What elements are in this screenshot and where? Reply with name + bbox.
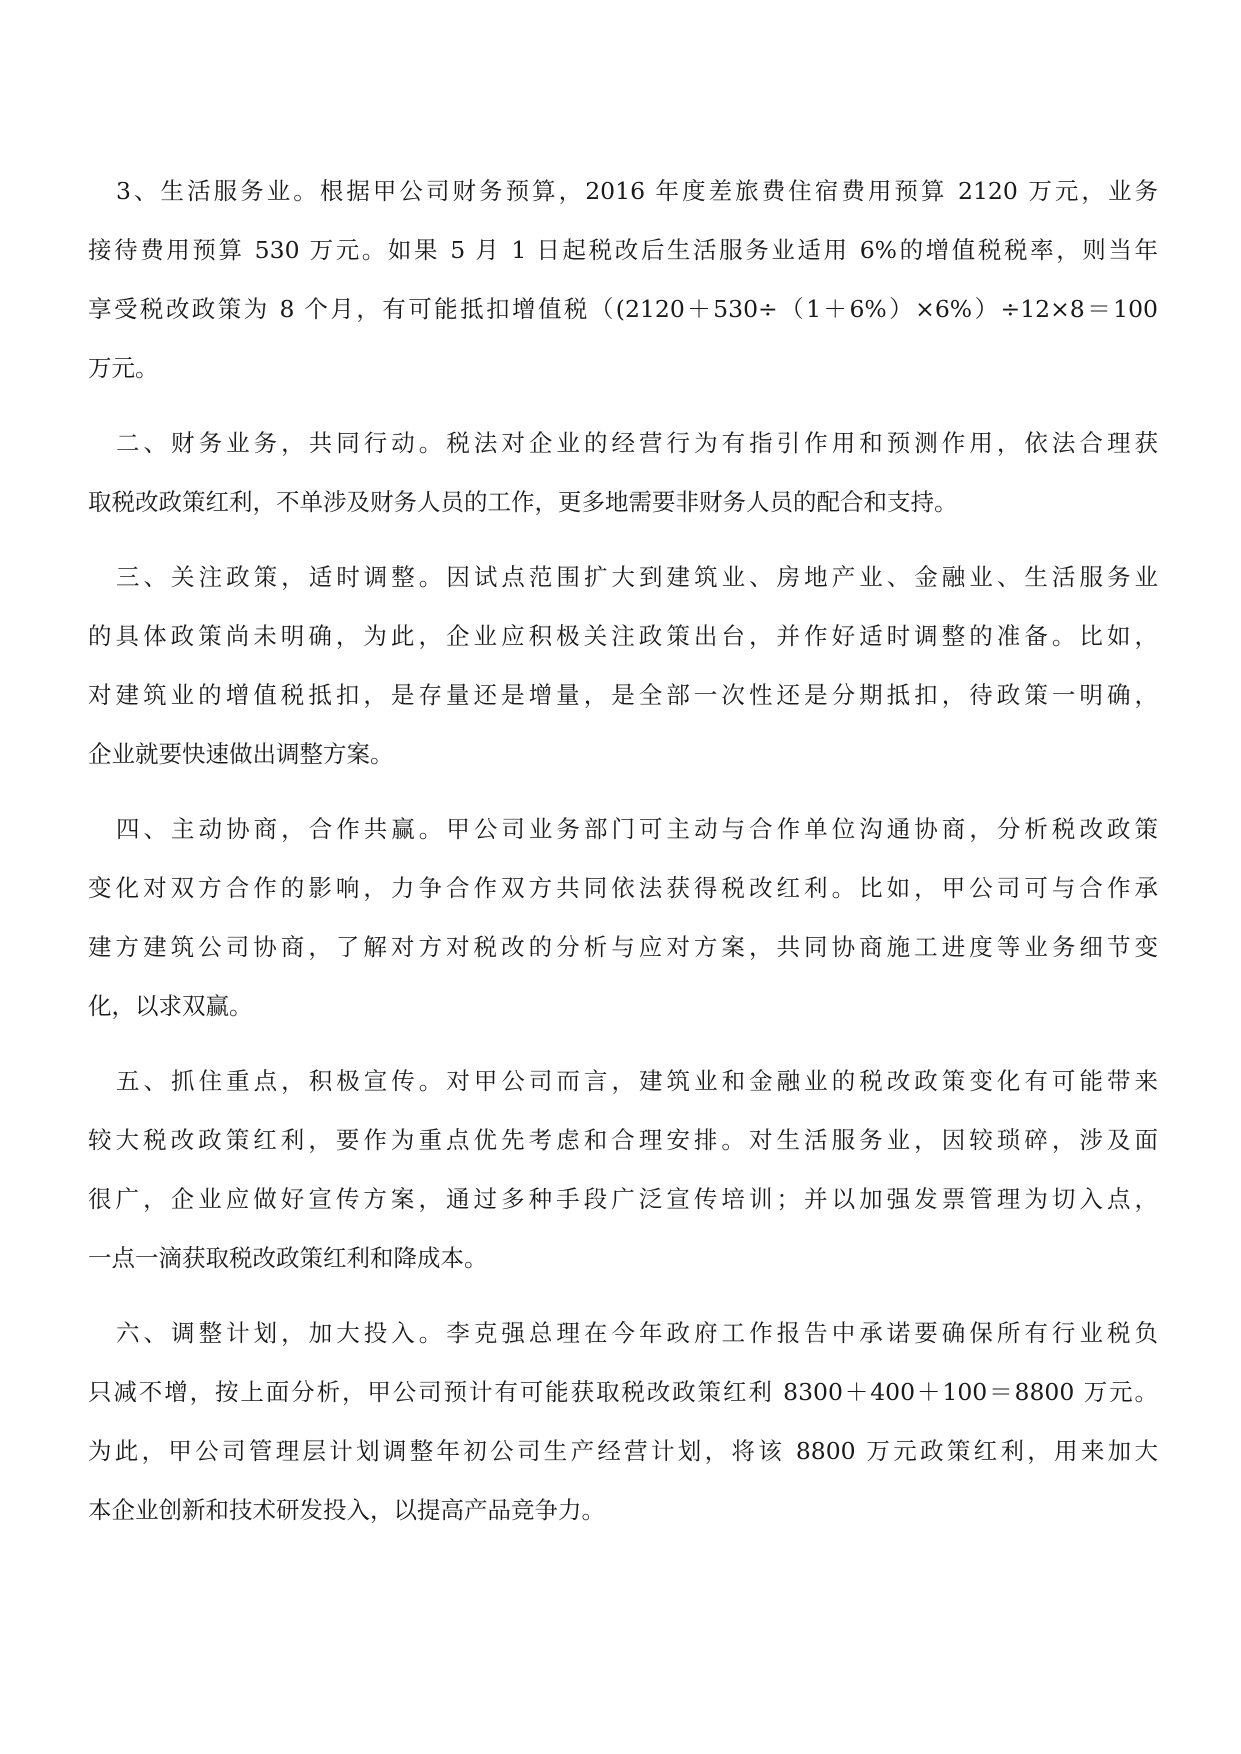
text-line: 一点一滴获取税改政策红利和降成本。 xyxy=(88,1244,488,1272)
text-line: 建方建筑公司协商，了解对方对税改的分析与应对方案，共同协商施工进度等业务细节变 xyxy=(88,933,1158,961)
paragraph-negotiation xyxy=(88,800,1158,1036)
text-line: 3、生活服务业。根据甲公司财务预算，2016 年度差旅费住宿费用预算 2120 万元，业务 xyxy=(116,177,1158,205)
paragraph-plan-adjustment xyxy=(88,1304,1158,1540)
text-line: 较大税改政策红利，要作为重点优先考虑和合理安排。对生活服务业，因较琐碎，涉及面 xyxy=(88,1126,1158,1154)
text-line: 三、关注政策，适时调整。因试点范围扩大到建筑业、房地产业、金融业、生活服务业 xyxy=(116,563,1158,591)
paragraph-finance-business xyxy=(88,414,1158,532)
text-line: 五、抓住重点，积极宣传。对甲公司而言，建筑业和金融业的税改政策变化有可能带来 xyxy=(116,1067,1158,1095)
text-line: 的具体政策尚未明确，为此，企业应积极关注政策出台，并作好适时调整的准备。比如， xyxy=(88,622,1158,650)
text-line: 享受税改政策为 8 个月，有可能抵扣增值税（(2120＋530÷（1＋6%）×6%）÷12×8＝100 xyxy=(88,295,1158,323)
paragraph-key-points xyxy=(88,1052,1158,1288)
text-line: 企业就要快速做出调整方案。 xyxy=(88,740,394,768)
paragraph-life-services xyxy=(88,162,1158,398)
text-line: 为此，甲公司管理层计划调整年初公司生产经营计划，将该 8800 万元政策红利，用来加大 xyxy=(88,1437,1158,1465)
text-line: 二、财务业务，共同行动。税法对企业的经营行为有指引作用和预测作用，依法合理获 xyxy=(116,429,1158,457)
paragraph-policy-attention xyxy=(88,548,1158,784)
text-line: 接待费用预算 530 万元。如果 5 月 1 日起税改后生活服务业适用 6%的增值税税率，则当年 xyxy=(88,236,1158,264)
text-line: 对建筑业的增值税抵扣，是存量还是增量，是全部一次性还是分期抵扣，待政策一明确， xyxy=(88,681,1158,709)
text-line: 变化对双方合作的影响，力争合作双方共同依法获得税改红利。比如，甲公司可与合作承 xyxy=(88,874,1158,902)
text-line: 只减不增，按上面分析，甲公司预计有可能获取税改政策红利 8300＋400＋100＝8800 万元。 xyxy=(88,1378,1158,1406)
text-line: 本企业创新和技术研发投入，以提高产品竞争力。 xyxy=(88,1496,605,1524)
text-line: 六、调整计划，加大投入。李克强总理在今年政府工作报告中承诺要确保所有行业税负 xyxy=(116,1319,1158,1347)
text-line: 很广，企业应做好宣传方案，通过多种手段广泛宣传培训；并以加强发票管理为切入点， xyxy=(88,1185,1158,1213)
text-line: 取税改政策红利，不单涉及财务人员的工作，更多地需要非财务人员的配合和支持。 xyxy=(88,488,958,516)
text-line: 四、主动协商，合作共赢。甲公司业务部门可主动与合作单位沟通协商，分析税改政策 xyxy=(116,815,1158,843)
text-line: 万元。 xyxy=(88,354,159,382)
text-line: 化，以求双赢。 xyxy=(88,992,253,1020)
